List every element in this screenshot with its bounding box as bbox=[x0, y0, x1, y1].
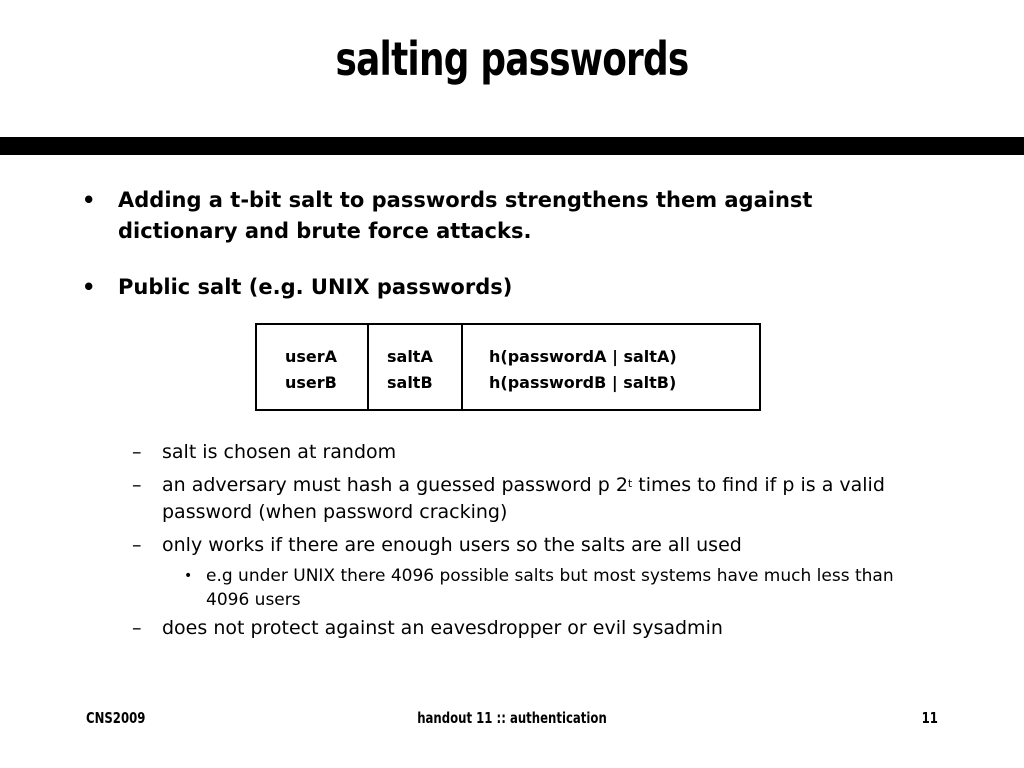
table-cell-hash: h(passwordA | saltA) bbox=[489, 347, 677, 366]
bullet-marker: • bbox=[184, 568, 193, 584]
table-cell-salt: saltA bbox=[387, 347, 433, 366]
table-cell-salt: saltB bbox=[387, 373, 433, 392]
superscript: t bbox=[627, 477, 633, 490]
sub-point-text-start: an adversary must hash a guessed password p 2 bbox=[162, 474, 628, 496]
dash-marker: – bbox=[132, 617, 142, 639]
sub-point-text: does not protect against an eavesdropper or evil sysadmin bbox=[162, 617, 723, 639]
bullet-text: Adding a t-bit salt to passwords strengthens them against dictionary and brute force attacks. bbox=[118, 188, 813, 243]
dash-marker: – bbox=[132, 474, 142, 496]
sub-point-text-end: times to find if p is a valid password (when password cracking) bbox=[162, 474, 885, 523]
footer-course-label: CNS2009 bbox=[86, 709, 146, 727]
bullet-item bbox=[82, 272, 882, 303]
salt-table bbox=[255, 323, 761, 411]
sub-sub-point-text: e.g under UNIX there 4096 possible salts but most systems have much less than 4096 users bbox=[206, 566, 894, 610]
footer-handout-label: handout 11 :: authentication bbox=[417, 709, 607, 727]
sub-point-text: salt is chosen at random bbox=[162, 441, 397, 463]
bullet-item bbox=[82, 185, 882, 247]
bullet-marker: • bbox=[82, 275, 96, 299]
table-cell-user: userA bbox=[285, 347, 338, 366]
table-cell-user: userB bbox=[285, 373, 337, 392]
slide-title: salting passwords bbox=[335, 32, 689, 86]
sub-point bbox=[132, 615, 932, 642]
sub-point bbox=[132, 532, 932, 559]
table-column-divider bbox=[367, 325, 369, 409]
sub-point-text: only works if there are enough users so the salts are all used bbox=[162, 534, 742, 556]
table-cell-hash: h(passwordB | saltB) bbox=[489, 373, 677, 392]
sub-point-text bbox=[162, 472, 932, 526]
sub-sub-point bbox=[184, 564, 924, 612]
dash-marker: – bbox=[132, 534, 142, 556]
sub-point bbox=[132, 439, 932, 466]
footer-page-number: 11 bbox=[921, 709, 938, 727]
title-divider-bar bbox=[0, 137, 1024, 155]
table-column-divider bbox=[461, 325, 463, 409]
bullet-text: Public salt (e.g. UNIX passwords) bbox=[118, 275, 513, 299]
sub-point bbox=[132, 472, 932, 526]
bullet-marker: • bbox=[82, 188, 96, 212]
dash-marker: – bbox=[132, 441, 142, 463]
